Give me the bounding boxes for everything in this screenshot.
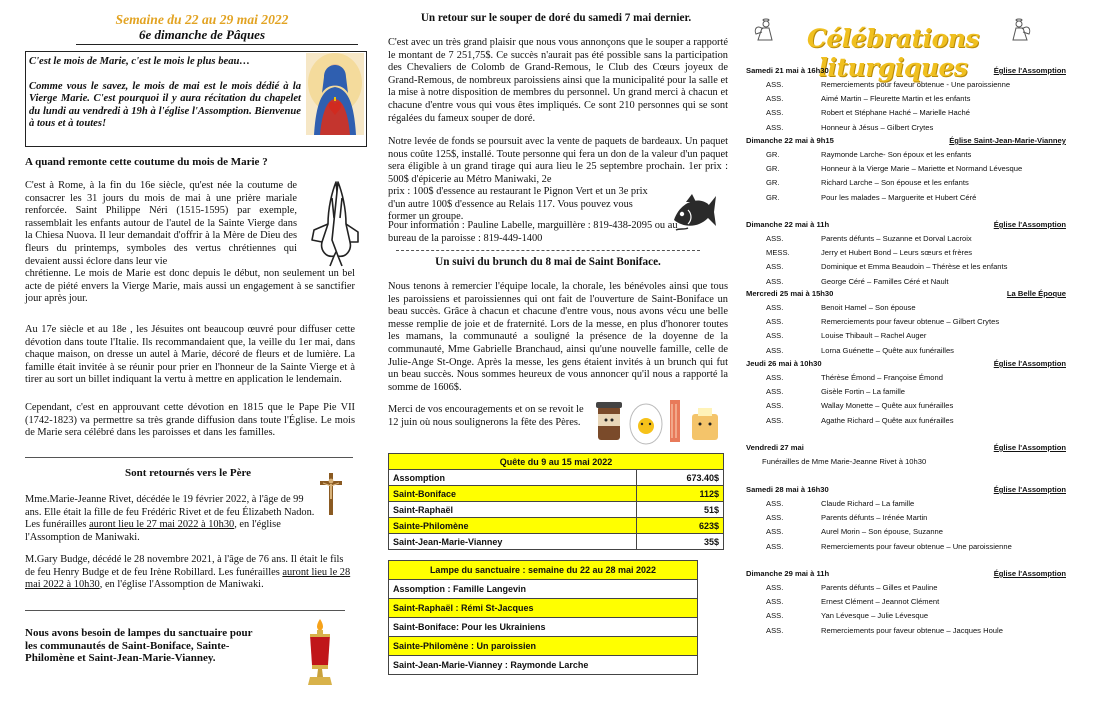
mass-entry <box>746 370 1072 384</box>
mass-block-header <box>746 443 1072 454</box>
column-right <box>742 0 1072 712</box>
mary-month-text <box>29 56 301 130</box>
mass-role: ASS. <box>766 317 784 327</box>
mass-intention: Pour les malades – Marguerite et Hubert Céré <box>821 192 977 202</box>
sanctuary-lamp-title: Lampe du sanctuaire : semaine du 22 au 28 mai 2022 <box>389 561 698 580</box>
mass-entry <box>746 259 1072 273</box>
souper-paragraph-2: Notre levée de fonds se poursuit avec la vente de paquets de bardeaux. Un paquet nous coûte 125$, installé. Toute personne qui fera un don de la valeur d'un paquet sera éligible à un grand tirage qui aura lieu le 25 septembre prochain. 1er prix : 500$ d'épicerie au Métro Maniwaki, 2e <box>388 136 728 185</box>
section-divider <box>25 457 353 458</box>
virgin-mary-icon <box>306 53 364 135</box>
mass-church: Église l'Assomption <box>993 359 1066 368</box>
mass-role: MESS. <box>766 248 790 258</box>
mass-date: Vendredi 27 mai <box>746 443 804 452</box>
mass-role: ASS. <box>766 303 784 312</box>
mass-block <box>746 443 1072 468</box>
sanctuary-lamp-entry: Saint-Boniface: Pour les Ukrainiens <box>389 618 698 637</box>
mass-entry <box>746 245 1072 259</box>
souper-info: Pour information : Pauline Labelle, marguillère : 819-438-2095 ou au bureau de la paroisse : 819-449-1400 <box>388 220 678 244</box>
mass-block-header <box>746 289 1072 300</box>
mass-intention: Raymonde Larche- Son époux et les enfants <box>821 150 972 159</box>
mass-church: La Belle Époque <box>1006 289 1066 298</box>
angel-icon <box>752 18 778 42</box>
breakfast-food-icon <box>592 392 726 448</box>
mass-intention: Louise Thibault – Rachel Auger <box>821 331 927 341</box>
mass-date: Mercredi 25 mai à 15h30 <box>746 289 834 298</box>
mass-intention: George Céré – Familles Céré et Nault <box>821 276 949 286</box>
mass-church: Église l'Assomption <box>993 220 1066 229</box>
mass-block <box>746 485 1072 553</box>
table-row <box>389 534 724 550</box>
sunday-title: 6e dimanche de Pâques <box>138 27 265 42</box>
mary-month-line1: C'est le mois de Marie, c'est le mois le plus beau… <box>29 56 250 67</box>
souper-title: Un retour sur le souper de doré du samedi 7 mai dernier. <box>420 12 692 24</box>
mass-entry <box>746 328 1072 342</box>
mass-entry <box>746 105 1072 119</box>
mass-entry <box>746 343 1072 357</box>
mass-role: GR. <box>766 164 780 174</box>
mass-date: Dimanche 22 mai à 11h <box>746 220 830 229</box>
crucifix-icon <box>318 471 344 517</box>
mass-intention: Agathe Richard – Quête aux funérailles <box>821 415 954 425</box>
mass-intention: Jerry et Hubert Bond – Leurs sœurs et frères <box>821 248 973 258</box>
mass-role: ASS. <box>766 513 784 523</box>
table-row <box>389 618 698 637</box>
mass-church: Église l'Assomption <box>993 443 1066 452</box>
collection-amount: 51$ <box>636 502 723 518</box>
brunch-paragraph-1: Nous tenons à remercier l'équipe locale, la chorale, les bénévoles ainsi que tous les paroissiens et paroissiennes qui ont fait de l'ouverture de Saint-Boniface un beau succès. Grâce à chacun et chacune d'entre vous, nous avons vécu une belle messe remplie de joie et de fraternité. Lors de la messe, en plus d'honorer toutes les mamans, la communauté a souligné la présence de la doyenne de la communauté, Mme Gabrielle Branchaud, ainsi qu'une nouvelle famille, celle de Julie-Ange St-Onge. Après la messe, les gens étaient invités à un brunch qui fut un beau succès. Nous sommes heureux de vous annoncer qu'il nous a rapporté la somme de 1606$. <box>388 281 728 393</box>
table-row <box>389 518 724 534</box>
mass-block <box>746 66 1072 134</box>
mass-date: Jeudi 26 mai à 10h30 <box>746 359 822 368</box>
collection-table <box>388 453 724 550</box>
collection-parish: Sainte-Philomène <box>389 518 637 534</box>
praying-hands-icon <box>308 178 362 268</box>
sanctuary-lamp-table <box>388 560 698 675</box>
section-divider <box>396 250 700 251</box>
column-left <box>22 0 358 712</box>
mass-intention: Funérailles de Mme Marie-Jeanne Rivet à 10h30 <box>762 457 927 466</box>
mass-role: ASS. <box>766 94 784 104</box>
sanctuary-lamp-entry: Assomption : Famille Langevin <box>389 580 698 599</box>
mass-entry <box>746 274 1072 288</box>
mass-intention: Remerciements pour faveur obtenue – Une paroissienne <box>821 541 1012 551</box>
mass-intention: Dominique et Emma Beaudoin – Thérèse et les enfants <box>821 262 1008 272</box>
coutume-paragraph-1b: chrétienne. Le mois de Marie est donc depuis le début, non seulement un bel acte de piété envers la Vierge Marie, mais aussi un engagement à se sanctifier jour après jour. <box>25 268 355 305</box>
mass-intention: Robert et Stéphane Haché – Marielle Haché <box>821 108 971 118</box>
mass-block-header <box>746 485 1072 496</box>
angel-icon <box>1007 18 1033 42</box>
mass-role: ASS. <box>766 401 784 411</box>
mass-entry <box>746 496 1072 510</box>
mass-role: ASS. <box>766 373 784 382</box>
mass-intention: Gisèle Fortin – La famille <box>821 387 905 397</box>
mass-role: ASS. <box>766 108 784 118</box>
mass-entry <box>746 147 1072 161</box>
mass-role: GR. <box>766 192 780 202</box>
mass-entry <box>746 510 1072 524</box>
mass-date: Dimanche 29 mai à 11h <box>746 569 830 578</box>
souper-paragraph-1: C'est avec un très grand plaisir que nous vous annonçons que le souper a rapporté le montant de 7 251,75$. Ce succès n'aurait pas été possible sans la participation des Chevaliers de Colomb de Grand-Remous, le Club des Cœurs joyeux de Grand-Remous, de nombreux paroissiens ainsi que la municipalité pour la salle et la mise à notre disposition de membres du personnel. Un grand merci à chacun et chacune d'entre vous qui vous êtes impliqués. Ce sont 210 personnes qui se sont régalées du fameux souper de doré. <box>388 37 728 124</box>
mass-entry <box>746 175 1072 189</box>
mass-intention: Honneur à Jésus – Gilbert Crytes <box>821 122 934 132</box>
mass-intention: Remerciements pour faveur obtenue – Jacques Houle <box>821 625 1003 635</box>
collection-amount: 673.40$ <box>636 470 723 486</box>
mass-intention: Claude Richard – La famille <box>821 499 915 508</box>
mass-entry <box>746 77 1072 91</box>
obituary-budge-date: auront lieu le 28 mai 2022 à 10h30 <box>25 566 351 591</box>
mass-entry <box>746 539 1072 553</box>
mass-entry <box>746 384 1072 398</box>
collection-title: Quête du 9 au 15 mai 2022 <box>389 454 724 470</box>
mass-intention: Remerciements pour faveur obtenue – Gilbert Crytes <box>821 317 1000 327</box>
celebrations-title: Célébrations liturgiques <box>806 24 980 82</box>
coutume-title: A quand remonte cette coutume du mois de Marie ? <box>25 156 268 168</box>
collection-parish: Saint-Raphaël <box>389 502 637 518</box>
mass-entry <box>746 413 1072 427</box>
souper-paragraph-3: prix : 100$ d'essence au restaurant le Pignon Vert et un 3e prix d'un autre 100$ d'essence au Relais 117. Vous pouvez vous former un groupe. <box>388 186 648 223</box>
obituary-budge <box>25 554 355 592</box>
mass-entry <box>746 580 1072 594</box>
mass-entry <box>746 120 1072 134</box>
mass-church: Église l'Assomption <box>993 66 1066 75</box>
mass-intention: Yan Lévesque – Julie Lévesque <box>821 611 929 621</box>
mass-intention: Aurel Morin – Son épouse, Suzanne <box>821 527 944 537</box>
table-row <box>389 580 698 599</box>
mass-role: ASS. <box>766 625 784 635</box>
lamps-needed-text: Nous avons besoin de lampes du sanctuaire pour les communautés de Saint-Boniface, Sainte-Philomène et Saint-Jean-Marie-Vianney. <box>25 627 253 665</box>
title-divider <box>76 44 358 45</box>
collection-parish: Assomption <box>389 470 637 486</box>
column-middle <box>388 0 728 712</box>
mass-entry <box>746 231 1072 245</box>
collection-parish: Saint-Jean-Marie-Vianney <box>389 534 637 550</box>
mass-entry <box>746 594 1072 608</box>
mass-block-header <box>746 569 1072 580</box>
mass-block-header <box>746 220 1072 231</box>
coutume-paragraph-3: Cependant, c'est en approuvant cette dévotion en 1815 que le Pape Pie VII (1742-1823) va permettre sa très grande diffusion dans toute l'Église. Le mois de Marie sera célébré dans les paroisses et dans les familles. <box>25 402 355 439</box>
mass-entry <box>746 300 1072 314</box>
mass-church: Église l'Assomption <box>993 485 1066 494</box>
sanctuary-lamp-entry: Sainte-Philomène : Un paroissien <box>389 637 698 656</box>
mass-entry <box>746 91 1072 105</box>
mass-entry <box>746 608 1072 622</box>
mass-role: ASS. <box>766 597 784 607</box>
table-row <box>389 470 724 486</box>
sanctuary-lamp-entry: Saint-Jean-Marie-Vianney : Raymonde Larche <box>389 656 698 675</box>
mass-role: ASS. <box>766 499 784 508</box>
mass-role: ASS. <box>766 415 784 425</box>
mass-block <box>746 136 1072 204</box>
sanctuary-lamp-icon <box>304 615 336 687</box>
mass-church: Église Saint-Jean-Marie-Vianney <box>949 136 1066 145</box>
mass-entry <box>746 190 1072 204</box>
mass-intention: Remerciements pour faveur obtenue - Une paroissienne <box>821 80 1011 89</box>
obituary-rivet-date: auront lieu le 27 mai 2022 à 10h30 <box>89 519 235 531</box>
table-row <box>389 656 698 675</box>
mass-church: Église l'Assomption <box>993 569 1066 578</box>
mass-entry <box>746 623 1072 637</box>
week-title: Semaine du 22 au 29 mai 2022 <box>115 12 289 27</box>
obituary-rivet-place: , en l'église l'Assomption de Maniwaki. <box>25 519 281 543</box>
brunch-title: Un suivi du brunch du 8 mai de Saint Boniface. <box>435 256 661 268</box>
collection-amount: 623$ <box>636 518 723 534</box>
mass-block <box>746 220 1072 288</box>
mass-intention: Honneur à la Vierge Marie – Mariette et Normand Lévesque <box>821 164 1023 174</box>
mass-intention: Thérèse Émond – Françoise Émond <box>821 373 943 382</box>
mass-role: GR. <box>766 150 780 159</box>
mass-intention: Benoit Hamel – Son épouse <box>821 303 916 312</box>
mass-date: Dimanche 22 mai à 9h15 <box>746 136 834 145</box>
mass-entry <box>746 524 1072 538</box>
mary-month-box <box>25 51 367 147</box>
mass-role: ASS. <box>766 122 784 132</box>
mass-role: ASS. <box>766 262 784 272</box>
mass-intention: Richard Larche – Son épouse et les enfants <box>821 178 969 188</box>
mass-block <box>746 359 1072 427</box>
mass-role: ASS. <box>766 527 784 537</box>
mass-block-header <box>746 66 1072 77</box>
sanctuary-lamp-table-header <box>389 561 698 580</box>
mary-month-body: Comme vous le savez, le mois de mai est le mois dédié à la Vierge Marie. C'est pourquoi il y aura récitation du chapelet du lundi au vendredi à 19h à l'église l'Assomption. Bienvenue à tous et à toutes! <box>29 80 301 130</box>
mass-role: ASS. <box>766 387 784 397</box>
mass-intention: Parents défunts – Suzanne et Dorval Lacroix <box>821 234 972 243</box>
mass-entry <box>746 314 1072 328</box>
mass-entry <box>746 454 1072 468</box>
mass-role: ASS. <box>766 541 784 551</box>
mass-role: ASS. <box>766 276 784 286</box>
mass-block-header <box>746 136 1072 147</box>
table-row <box>389 637 698 656</box>
mass-role: ASS. <box>766 80 784 89</box>
mass-block <box>746 289 1072 357</box>
sanctuary-lamp-entry: Saint-Raphaël : Rémi St-Jacques <box>389 599 698 618</box>
brunch-paragraph-2: Merci de vos encouragements et on se revoit le 12 juin où nous soulignerons la fête des Pères. <box>388 404 584 428</box>
collection-parish: Saint-Boniface <box>389 486 637 502</box>
obituary-budge-text: M.Gary Budge, décédé le 28 novembre 2021, à l'âge de 76 ans. Il était le fils de feu Henry Budge et de feu Irène Robillard. Les funérailles <box>25 554 344 578</box>
mass-intention: Ernest Clément – Jeannot Clément <box>821 597 940 607</box>
mass-intention: Lorna Guénette – Quête aux funérailles <box>821 345 954 355</box>
table-row <box>389 502 724 518</box>
mass-intention: Parents défunts – Gilles et Pauline <box>821 583 938 592</box>
coutume-paragraph-2: Au 17e siècle et au 18e , les Jésuites ont beaucoup œuvré pour diffuser cette dévotion dans toute l'Italie. Ils recommandaient que, la veille du 1er mai, dans chaque maison, on dresse un autel à Marie, décoré de fleurs et de lumière. La famille était invitée à se réunir pour prier en l'honneur de la Sainte Vierge et à tirer au sort un billet indiquant la vertu à mettre en application le lendemain. <box>25 324 355 386</box>
mass-date: Samedi 28 mai à 16h30 <box>746 485 829 494</box>
mass-entry <box>746 398 1072 412</box>
mass-role: ASS. <box>766 331 784 341</box>
mass-intention: Aimé Martin – Fleurette Martin et les enfants <box>821 94 971 104</box>
mass-role: GR. <box>766 178 780 188</box>
collection-amount: 112$ <box>636 486 723 502</box>
mass-date: Samedi 21 mai à 16h30 <box>746 66 829 75</box>
mass-block <box>746 569 1072 637</box>
mass-role: ASS. <box>766 345 784 355</box>
obituary-rivet-text: Mme.Marie-Jeanne Rivet, décédée le 19 février 2022, à l'âge de 99 ans. Elle était la fille de feu Frédéric Rivet et de feu Élizabeth Nadon. Les funérailles <box>25 494 315 531</box>
deceased-title: Sont retournés vers le Père <box>124 467 252 479</box>
table-row <box>389 486 724 502</box>
collection-amount: 35$ <box>636 534 723 550</box>
coutume-paragraph-1a: C'est à Rome, à la fin du 16e siècle, qu'est née la coutume de consacrer les 31 jours du mois de mai à une prière mariale renforcée. Saint Philippe Néri (1515-1595) par exemple, rassemblait les enfants autour de l'autel de la Sainte Vierge dans la Chiesa Nuova. Il leur demandait d'offrir à la Mère de Dieu des fleurs du printemps, symboles des vertus chrétiennes qui devaient aussi éclore dans leur vie <box>25 180 297 267</box>
mass-intention: Wallay Monette – Quête aux funérailles <box>821 401 954 411</box>
mass-role: ASS. <box>766 611 784 621</box>
table-row <box>389 599 698 618</box>
mass-role: ASS. <box>766 583 784 592</box>
mass-role: ASS. <box>766 234 784 243</box>
mass-block-header <box>746 359 1072 370</box>
obituary-rivet <box>25 494 315 544</box>
collection-table-header <box>389 454 724 470</box>
obituary-budge-place: , en l'église l'Assomption de Maniwaki. <box>99 579 264 591</box>
mass-entry <box>746 161 1072 175</box>
section-divider <box>25 610 345 611</box>
mass-intention: Parents défunts – Irénée Martin <box>821 513 928 523</box>
